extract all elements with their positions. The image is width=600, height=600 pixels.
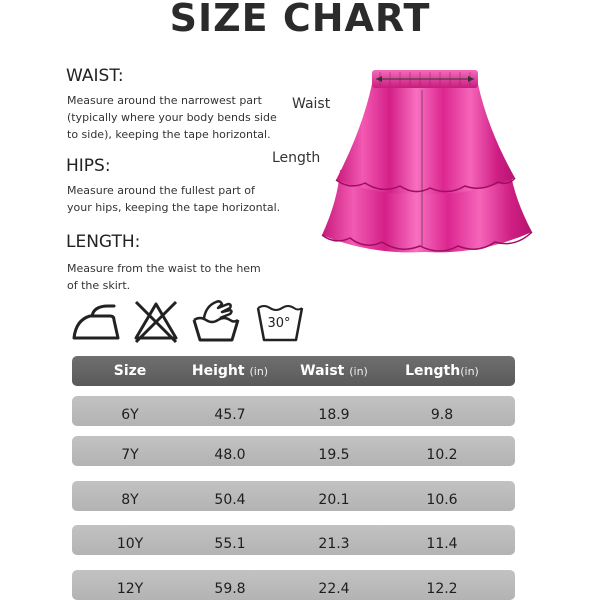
- waist-line: (typically where your body bends side: [67, 111, 277, 124]
- table-row: [72, 525, 515, 555]
- skirt-upper-tier: [336, 84, 515, 194]
- header-size: Size: [113, 363, 147, 379]
- hand-wash-icon: [190, 298, 242, 344]
- header-waist: [286, 356, 382, 386]
- hips-line: your hips, keeping the tape horizontal.: [67, 201, 281, 214]
- row-height: 48.0: [214, 447, 246, 463]
- waist-line: to side), keeping the tape horizontal.: [67, 128, 271, 141]
- row-height: 55.1: [214, 536, 246, 552]
- row-length: 10.6: [426, 492, 458, 508]
- hips-heading: HIPS:: [66, 156, 111, 176]
- header-height-unit: (in): [249, 365, 269, 378]
- length-line: Measure from the waist to the hem: [67, 262, 261, 275]
- row-size: 7Y: [121, 447, 139, 463]
- row-length: 9.8: [430, 407, 454, 423]
- table-row: [72, 396, 515, 426]
- row-length: 11.4: [426, 536, 458, 552]
- wash-temperature: 30°: [267, 316, 291, 331]
- header-height-label: Height: [191, 363, 245, 379]
- header-waist-label: Waist: [300, 363, 345, 379]
- hips-instructions: [67, 182, 287, 216]
- row-waist: 22.4: [318, 581, 350, 597]
- skirt-length-label: Length: [272, 150, 321, 166]
- length-instructions: [67, 260, 287, 294]
- header-length: [382, 356, 502, 386]
- header-length-label: Length: [405, 363, 461, 379]
- header-height: [176, 356, 284, 386]
- length-heading: LENGTH:: [66, 232, 141, 252]
- iron-icon: [70, 298, 122, 344]
- row-length: 10.2: [426, 447, 458, 463]
- row-waist: 21.3: [318, 536, 350, 552]
- length-line: of the skirt.: [67, 279, 131, 292]
- table-header: [72, 356, 515, 386]
- row-height: 45.7: [214, 407, 246, 423]
- table-row: [72, 436, 515, 466]
- page-title: SIZE CHART: [169, 0, 431, 40]
- row-waist: 19.5: [318, 447, 350, 463]
- header-length-unit: (in): [460, 365, 479, 378]
- row-waist: 20.1: [318, 492, 350, 508]
- table-row: [72, 481, 515, 511]
- row-waist: 18.9: [318, 407, 350, 423]
- row-length: 12.2: [426, 581, 458, 597]
- header-waist-unit: (in): [349, 365, 368, 378]
- row-size: 8Y: [121, 492, 139, 508]
- waist-heading: WAIST:: [66, 66, 124, 86]
- waist-instructions: [67, 92, 287, 143]
- row-height: 50.4: [214, 492, 246, 508]
- row-size: 6Y: [121, 407, 139, 423]
- skirt-waist-label: Waist: [292, 96, 331, 112]
- skirt-illustration: [310, 60, 540, 260]
- hips-line: Measure around the fullest part of: [67, 184, 255, 197]
- table-row: [72, 570, 515, 600]
- waist-line: Measure around the narrowest part: [67, 94, 262, 107]
- row-size: 12Y: [116, 581, 144, 597]
- row-height: 59.8: [214, 581, 246, 597]
- no-bleach-icon: [132, 298, 180, 344]
- row-size: 10Y: [116, 536, 144, 552]
